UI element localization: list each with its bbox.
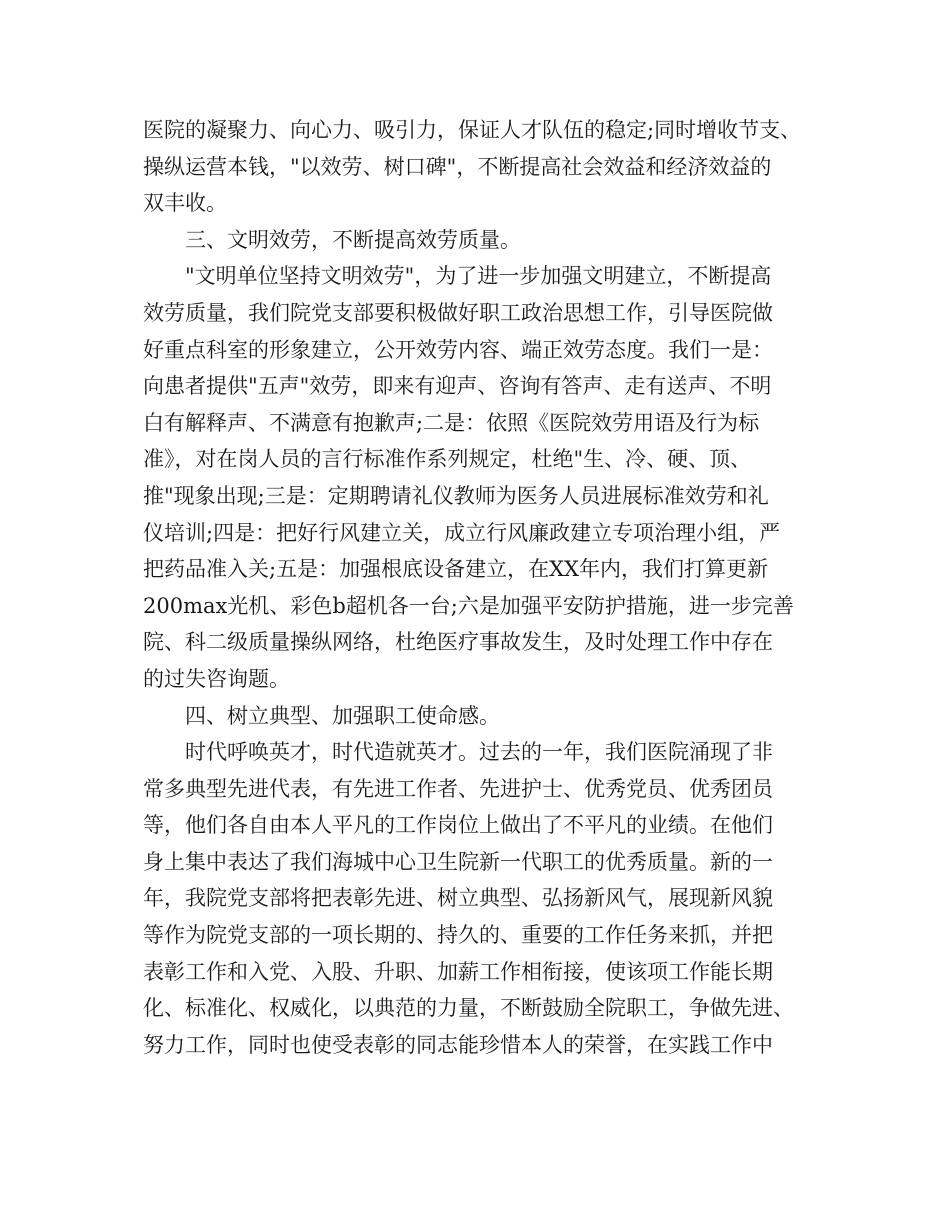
- text-line: 努力工作，同时也使受表彰的同志能珍惜本人的荣誉，在实践工作中: [143, 1032, 773, 1057]
- text-line: 四、树立典型、加强职工使命感。: [185, 703, 500, 728]
- text-line: 等作为院党支部的一项长期的、持久的、重要的工作任务来抓，并把: [143, 923, 773, 948]
- text-line: 准》，对在岗人员的言行标准作系列规定，杜绝"生、冷、硬、顶、: [143, 447, 752, 472]
- text-line: 白有解释声、不满意有抱歉声;二是：依照《医院效劳用语及行为标: [143, 410, 760, 435]
- text-line: 化、标准化、权威化，以典范的力量，不断鼓励全院职工，争做先进、: [143, 996, 794, 1021]
- text-line: 好重点科室的形象建立，公开效劳内容、端正效劳态度。我们一是：: [143, 337, 773, 362]
- text-line: 三、文明效劳，不断提高效劳质量。: [185, 227, 521, 252]
- text-line: 年，我院党支部将把表彰先进、树立典型、弘扬新风气，展现新风貌: [143, 886, 773, 911]
- text-line: 200max光机、彩色b超机各一台;六是加强平安防护措施，进一步完善: [143, 593, 794, 618]
- text-line: "文明单位坚持文明效劳"，为了进一步加强文明建立，不断提高: [185, 264, 772, 289]
- text-line: 把药品准入关;五是：加强根底设备建立，在XX年内，我们打算更新: [143, 557, 768, 582]
- document-body: [143, 112, 813, 1063]
- text-line: 双丰收。: [143, 191, 227, 216]
- text-line: 院、科二级质量操纵网络，杜绝医疗事故发生，及时处理工作中存在: [143, 630, 773, 655]
- text-line: 身上集中表达了我们海城中心卫生院新一代职工的优秀质量。新的一: [143, 849, 773, 874]
- text-line: 医院的凝聚力、向心力、吸引力，保证人才队伍的稳定;同时增收节支、: [143, 118, 802, 142]
- text-line: 向患者提供"五声"效劳，即来有迎声、咨询有答声、走有送声、不明: [143, 374, 772, 399]
- text-line: 等，他们各自由本人平凡的工作岗位上做出了不平凡的业绩。在他们: [143, 813, 773, 838]
- text-line: 的过失咨询题。: [143, 666, 290, 691]
- text-line: 操纵运营本钱，"以效劳、树口碑"，不断提高社会效益和经济效益的: [143, 154, 772, 179]
- text-line: 常多典型先进代表，有先进工作者、先进护士、优秀党员、优秀团员: [143, 776, 773, 801]
- text-line: 时代呼唤英才，时代造就英才。过去的一年，我们医院涌现了非: [185, 740, 773, 765]
- text-line: 推"现象出现;三是：定期聘请礼仪教师为医务人员进展标准效劳和礼: [143, 483, 769, 508]
- text-line: 表彰工作和入党、入股、升职、加薪工作相衔接，使该项工作能长期: [143, 959, 773, 984]
- text-line: 仪培训;四是：把好行风建立关，成立行风廉政建立专项治理小组，严: [143, 520, 781, 545]
- text-line: 效劳质量，我们院党支部要积极做好职工政治思想工作，引导医院做: [143, 300, 773, 325]
